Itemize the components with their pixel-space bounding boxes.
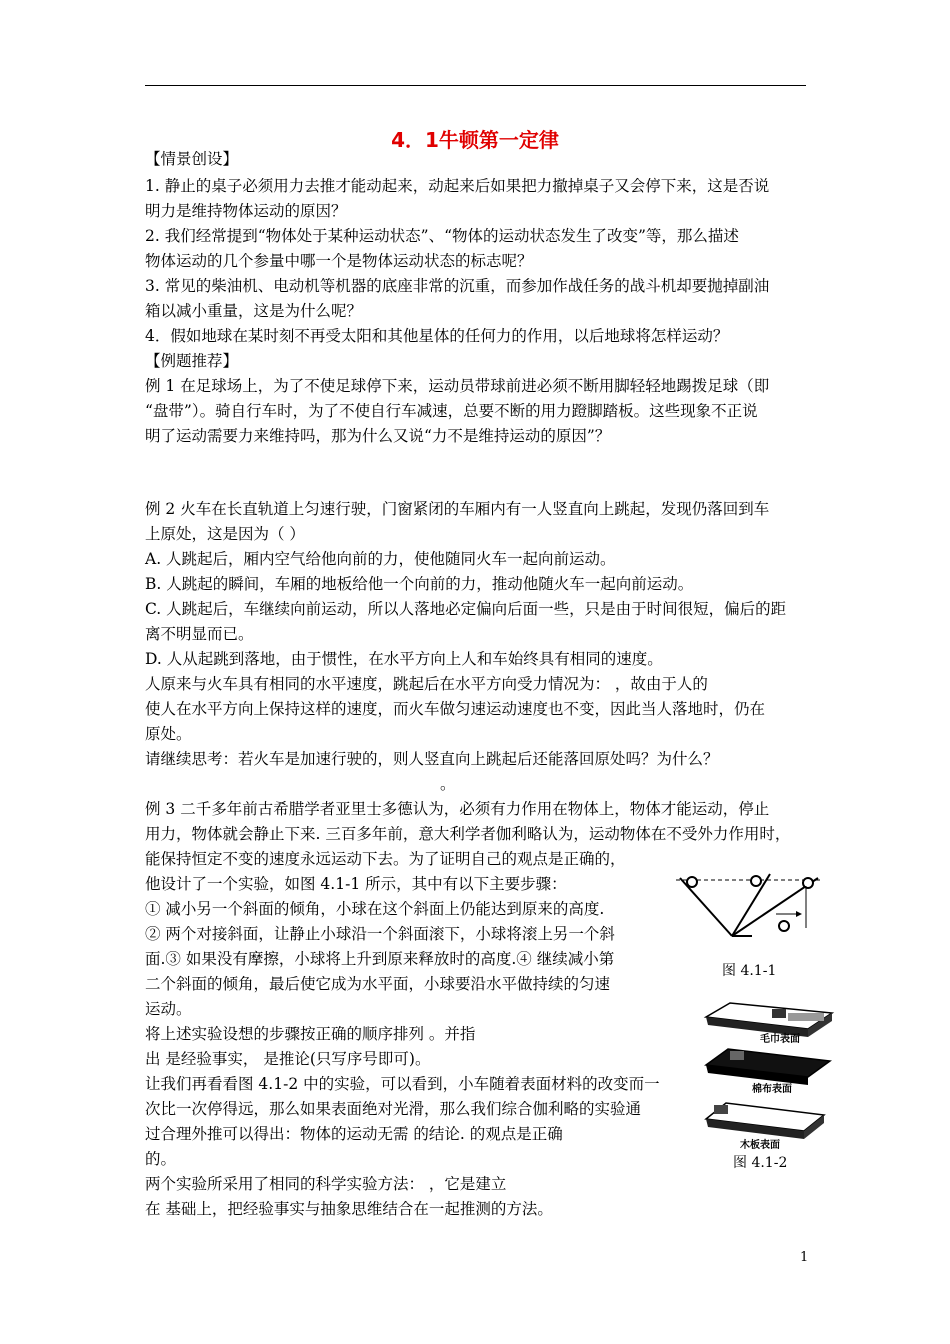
text-line: D. 人从起跳到落地，由于惯性，在水平方向上人和车始终具有相同的速度。 — [145, 650, 663, 668]
text-line: 用力，物体就会静止下来. 三百多年前，意大利学者伽利略认为，运动物体在不受外力作用时， — [145, 825, 791, 843]
text-line: 例 2 火车在长直轨道上匀速行驶，门窗紧闭的车厢内有一人竖直向上跳起，发现仍落回到车 — [145, 500, 770, 518]
text-line: 将上述实验设想的步骤按正确的顺序排列 。并指 — [145, 1025, 476, 1043]
text-line: 在 基础上，把经验事实与抽象思维结合在一起推测的方法。 — [145, 1200, 553, 1218]
text-line: 使人在水平方向上保持这样的速度，而火车做匀速运动速度也不变，因此当人落地时，仍在 — [145, 700, 766, 718]
text-line: 明了运动需要力来维持吗，那为什么又说“力不是维持运动的原因”？ — [145, 427, 611, 445]
page-title: 4．1牛顿第一定律 — [391, 128, 559, 152]
text-line: “盘带”）。骑自行车时，为了不使自行车减速，总要不断的用力蹬脚踏板。这些现象不正说 — [145, 402, 758, 420]
figure-inclined-planes — [672, 868, 832, 946]
text-line: C. 人跳起后，车继续向前运动，所以人落地必定偏向后面一些，只是由于时间很短，偏后的距 — [145, 600, 787, 618]
text-line: 能保持恒定不变的速度永远运动下去。为了证明自己的观点是正确的， — [145, 850, 626, 868]
figure-1-caption: 图 4.1-1 — [722, 963, 777, 979]
text-line: ② 两个对接斜面，让静止小球沿一个斜面滚下，小球将滚上另一个斜 — [145, 925, 615, 943]
text-line: 让我们再看看图 4.1-2 中的实验，可以看到，小车随着表面材料的改变而一 — [145, 1075, 660, 1093]
text-line: 例 1 在足球场上，为了不使足球停下来，运动员带球前进必须不断用脚轻轻地踢拨足球（即 — [145, 377, 770, 395]
figure-cart-surfaces — [700, 995, 850, 1150]
text-line: 次比一次停得远，那么如果表面绝对光滑，那么我们综合伽利略的实验通 — [145, 1100, 642, 1118]
text-line: 他设计了一个实验，如图 4.1-1 所示，其中有以下主要步骤： — [145, 875, 567, 893]
text-line: 两个实验所采用了相同的科学实验方法： ，它是建立 — [145, 1175, 507, 1193]
figure-2-surface-2-label: 棉布表面 — [752, 1084, 792, 1095]
text-line: 上原处，这是因为（ ） — [145, 525, 305, 543]
figure-2-surface-3-label: 木板表面 — [740, 1140, 780, 1151]
text-line: 离不明显而已。 — [145, 625, 254, 643]
text-line: 。 — [440, 775, 456, 793]
text-line: 箱以减小重量，这是为什么呢？ — [145, 302, 363, 320]
text-line: 1. 静止的桌子必须用力去推才能动起来，动起来后如果把力撤掉桌子又会停下来，这是否说 — [145, 177, 770, 195]
text-line: 请继续思考：若火车是加速行驶的，则人竖直向上跳起后还能落回原处吗？为什么？ — [145, 750, 719, 768]
text-line: ① 减小另一个斜面的倾角，小球在这个斜面上仍能达到原来的高度. — [145, 900, 605, 918]
text-line: 面.③ 如果没有摩擦，小球将上升到原来释放时的高度.④ 继续减小第 — [145, 950, 615, 968]
header-rule — [145, 85, 806, 86]
text-line: 运动。 — [145, 1000, 192, 1018]
text-line: 2. 我们经常提到“物体处于某种运动状态”、“物体的运动状态发生了改变”等，那么描述 — [145, 227, 739, 245]
text-line: 过合理外推可以得出：物体的运动无需 的结论. 的观点是正确 — [145, 1125, 563, 1143]
text-line: B. 人跳起的瞬间，车厢的地板给他一个向前的力，推动他随火车一起向前运动。 — [145, 575, 694, 593]
page-number: 1 — [800, 1250, 809, 1265]
text-line: 人原来与火车具有相同的水平速度，跳起后在水平方向受力情况为： ，故由于人的 — [145, 675, 708, 693]
text-line: 原处。 — [145, 725, 192, 743]
text-line: 3. 常见的柴油机、电动机等机器的底座非常的沉重，而参加作战任务的战斗机却要抛掉副油 — [145, 277, 770, 295]
text-line: 【例题推荐】 — [145, 352, 239, 370]
text-line: 例 3 二千多年前古希腊学者亚里士多德认为，必须有力作用在物体上，物体才能运动，停止 — [145, 800, 770, 818]
text-line: 出 是经验事实， 是推论(只写序号即可)。 — [145, 1050, 431, 1068]
text-line: 【情景创设】 — [145, 150, 239, 168]
text-line: 4．假如地球在某时刻不再受太阳和其他星体的任何力的作用，以后地球将怎样运动？ — [145, 327, 729, 345]
text-line: 明力是维持物体运动的原因？ — [145, 202, 347, 220]
text-line: 的。 — [145, 1150, 177, 1168]
figure-2-surface-1-label: 毛巾表面 — [760, 1034, 800, 1045]
text-line: 二个斜面的倾角，最后使它成为水平面，小球要沿水平做持续的匀速 — [145, 975, 611, 993]
figure-2-caption: 图 4.1-2 — [733, 1155, 788, 1171]
text-line: A. 人跳起后，厢内空气给他向前的力，使他随同火车一起向前运动。 — [145, 550, 616, 568]
text-line: 物体运动的几个参量中哪一个是物体运动状态的标志呢？ — [145, 252, 533, 270]
